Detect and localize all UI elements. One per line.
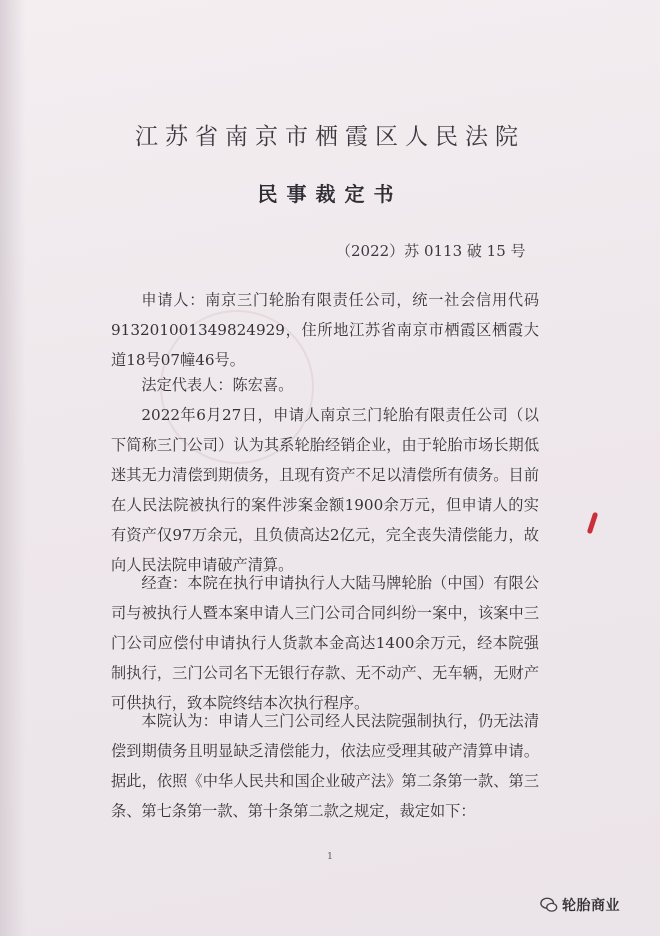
case-number: （2022）苏 0113 破 15 号 bbox=[336, 242, 526, 260]
red-ink-mark bbox=[587, 512, 599, 534]
watermark-text: 轮胎商业 bbox=[562, 898, 620, 914]
document-type: 民事裁定书 bbox=[257, 182, 403, 206]
watermark bbox=[540, 895, 620, 915]
page-number: 1 bbox=[327, 852, 333, 862]
paragraph-application-facts: 2022年6月27日，申请人南京三门轮胎有限责任公司（以下简称三门公司）认为其系轮胎经销企业，由于轮胎市场长期低迷其无力清偿到期债务，且现有资产不足以清偿所有债务。目前在人民法院被执行的案件涉案金额1900余万元，但申请人的实有资产仅97万余元，且负债高达2亿元，完全丧失清偿能力，故向人民法院申请破产清算。 bbox=[111, 406, 539, 574]
chat-bubble-icon bbox=[540, 896, 558, 914]
court-name: 江苏省南京市栖霞区人民法院 bbox=[135, 124, 525, 150]
paragraph-court-opinion: 本院认为：申请人三门公司经人民法院强制执行，仍无法清偿到期债务且明显缺乏清偿能力，依法应受理其破产清算申请。据此，依照《中华人民共和国企业破产法》第二条第一款、第三条、第七条第一款、第十条第二款之规定，裁定如下： bbox=[111, 712, 539, 820]
paragraph-applicant: 申请人：南京三门轮胎有限责任公司，统一社会信用代码913201001349824929，住所地江苏省南京市栖霞区栖霞大道18号07幢46号。 bbox=[111, 291, 539, 369]
paragraph-legal-representative: 法定代表人：陈宏喜。 bbox=[141, 376, 294, 394]
paragraph-investigation: 经查：本院在执行申请执行人大陆马牌轮胎（中国）有限公司与被执行人暨本案申请人三门公司合同纠纷一案中，该案中三门公司应偿付申请执行人货款本金高达1400余万元，经本院强制执行，三门公司名下无银行存款、无不动产、无车辆，无财产可供执行，致本院终结本次执行程序。 bbox=[111, 574, 539, 712]
